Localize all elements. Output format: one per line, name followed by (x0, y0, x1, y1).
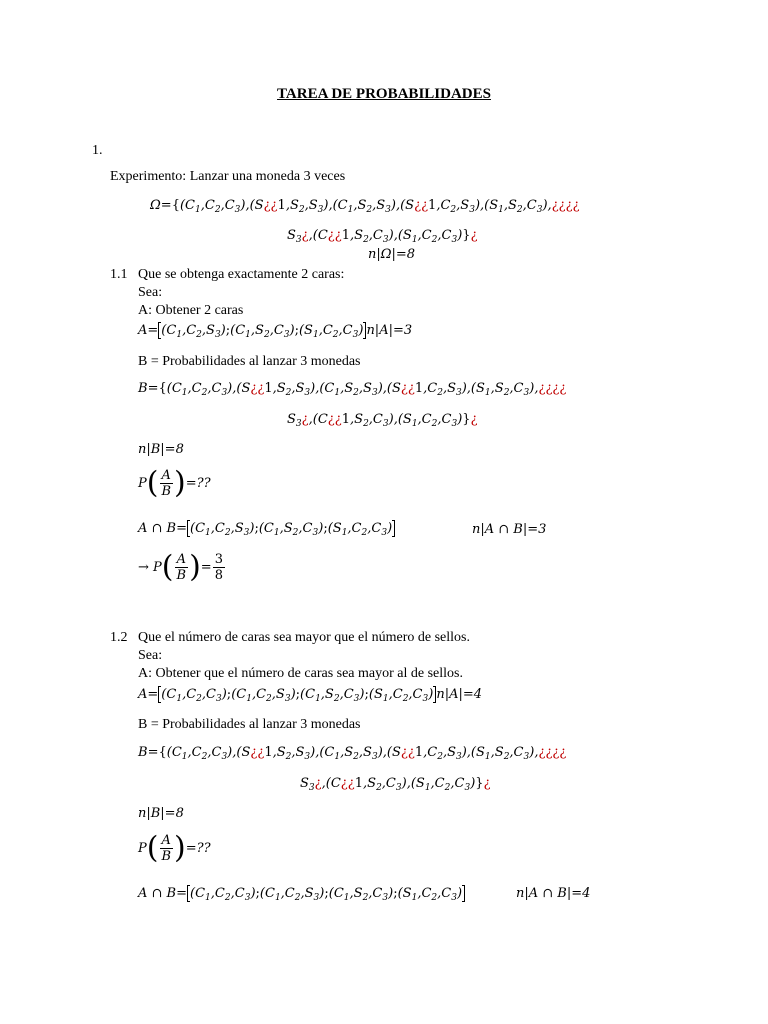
section-1-2-set-b-line-1: $B=\{(C_1,C_2,C_3),(S¿¿1,S_2,S_3),(C_1,S_2,S_3),(S¿¿1,C_2,S_3),(S_1,S_2,C_3),¿¿¿¿$ (138, 745, 567, 762)
section-1-1-n-a: n|A|=3 (366, 323, 413, 338)
omega-symbol: Ω (150, 198, 161, 213)
page-title: TAREA DE PROBABILIDADES (277, 86, 491, 102)
section-1-2-set-b-line-2: $S_3¿,(C¿¿1,S_2,C_3),(S_1,C_2,C_3)\}¿$ (300, 776, 491, 793)
section-1-1-number: 1.1 (110, 267, 128, 282)
section-1-1-result: → P( $\frac{A}{B}$ )= $\frac{3}{8}$ (138, 549, 223, 585)
item-number: 1. (92, 143, 103, 158)
section-1-1-intersection-set: A ∩ $B= (C_1,C_2,S_3);(C_1,S_2,C_3);(S_1,C_2,C_3)$ (138, 520, 395, 537)
section-1-2-sea: Sea: (138, 648, 163, 663)
omega-set-line-1: $\Omega=\{(C_1,C_2,C_3),(S¿¿1,S_2,S_3),(C_1,S_2,S_3),(S¿¿1,C_2,S_3),(S_1,S_2,C_3),¿¿¿¿$ (150, 198, 580, 215)
section-1-2-n-b: n|B|=8 (138, 806, 184, 821)
section-1-1-n-b: n|B|=8 (138, 442, 184, 457)
section-1-1-event-b: B = Probabilidades al lanzar 3 monedas (138, 354, 361, 369)
section-1-1-event-a: A: Obtener 2 caras (138, 303, 244, 318)
section-1-2-p-query: P( $\frac{A}{B}$ )=?? (138, 830, 211, 866)
section-1-1-set-b-line-1: $B=\{(C_1,C_2,C_3),(S¿¿1,S_2,S_3),(C_1,S_2,S_3),(S¿¿1,C_2,S_3),(S_1,S_2,C_3),¿¿¿¿$ (138, 381, 567, 398)
section-1-2-intersection-set: A ∩ $B= (C_1,C_2,C_3);(C_1,C_2,S_3);(C_1,S_2,C_3);(S_1,C_2,C_3)$ (138, 885, 465, 902)
section-1-1-n-intersection: n|A ∩ B|=3 (472, 522, 547, 537)
omega-count: n|Ω|=8 (368, 247, 416, 262)
section-1-2-event-a: A: Obtener que el número de caras sea mayor al de sellos. (138, 666, 463, 681)
section-1-2-n-intersection: n|A ∩ B|=4 (516, 886, 591, 901)
section-1-1-set-a: $A= (C_1,C_2,S_3);(C_1,S_2,C_3);(S_1,C_2,C_3)$ n|A|=3 (138, 323, 413, 340)
section-1-2-number: 1.2 (110, 630, 128, 645)
section-1-1-p-query: P( $\frac{A}{B}$ )=?? (138, 465, 211, 501)
omega-set-line-2: $S_3¿,(C¿¿1,S_2,C_3),(S_1,C_2,C_3)\}¿$ (287, 228, 478, 245)
section-1-1-set-b-line-2: $S_3¿,(C¿¿1,S_2,C_3),(S_1,C_2,C_3)\}¿$ (287, 412, 478, 429)
section-1-2-set-a: $A= (C_1,C_2,C_3);(C_1,C_2,S_3);(C_1,S_2,C_3);(S_1,C_2,C_3)$ n|A|=4 (138, 687, 483, 704)
section-1-2-event-b: B = Probabilidades al lanzar 3 monedas (138, 717, 361, 732)
section-1-1-sea: Sea: (138, 285, 163, 300)
experiment-intro: Experimento: Lanzar una moneda 3 veces (110, 169, 346, 184)
section-1-1-heading: Que se obtenga exactamente 2 caras: (138, 267, 345, 282)
section-1-2-heading: Que el número de caras sea mayor que el número de sellos. (138, 630, 470, 645)
section-1-2-n-a: n|A|=4 (436, 687, 483, 702)
